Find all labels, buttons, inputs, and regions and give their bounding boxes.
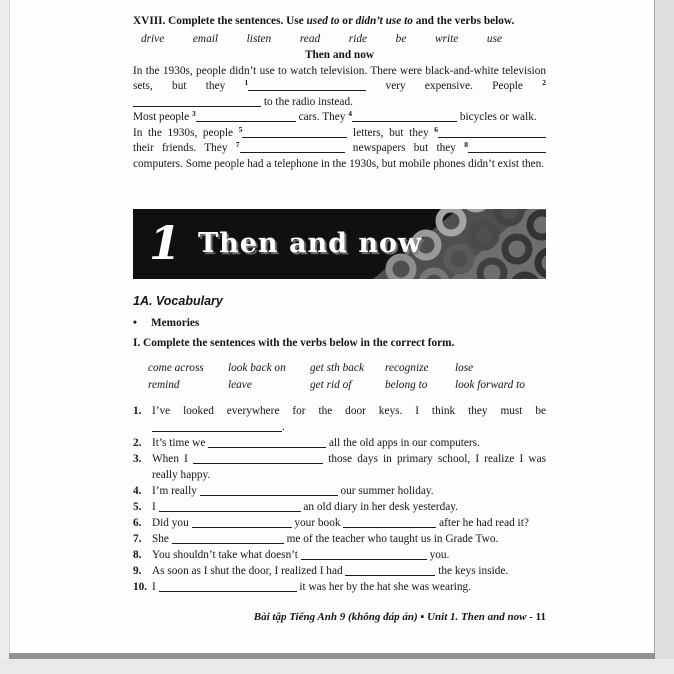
blank-line xyxy=(438,126,546,138)
page-left-edge xyxy=(0,0,10,674)
task-1-heading: I. Complete the sentences with the verbs below in the correct form. xyxy=(133,337,455,349)
verb-option: lose xyxy=(455,361,474,374)
unit-title: Then and now xyxy=(198,228,423,260)
blank-line xyxy=(159,580,297,592)
blank-line xyxy=(172,532,284,544)
blank-line xyxy=(352,110,457,122)
item-text: You shouldn’t take what doesn’t you. xyxy=(152,548,450,561)
task-1-verb-bank xyxy=(133,361,546,394)
blank-line xyxy=(196,110,296,122)
blank-line xyxy=(208,436,326,448)
list-item xyxy=(133,499,546,515)
item-number: 1. xyxy=(133,404,142,417)
verb-option: remind xyxy=(148,379,180,391)
verb-option: get sth back xyxy=(310,361,364,374)
item-number: 8. xyxy=(133,548,142,561)
exercise-18-heading: XVIII. Complete the sentences. Use used to or didn’t use to and the verbs below. xyxy=(133,15,515,27)
list-item xyxy=(133,435,546,451)
unit-number: 1 xyxy=(149,216,182,271)
blank-line xyxy=(343,516,436,528)
item-text: She me of the teacher who taught us in Grade Two. xyxy=(152,532,499,545)
item-number: 5. xyxy=(133,500,142,513)
list-item xyxy=(133,451,546,483)
item-number: 10. xyxy=(133,580,148,593)
item-text: As soon as I shut the door, I realized I had the keys inside. xyxy=(152,564,509,577)
item-text: I it was her by the hat she was wearing. xyxy=(152,580,472,593)
blank-line xyxy=(242,126,347,138)
verb-option: be xyxy=(395,32,407,45)
topic-heading xyxy=(133,316,546,332)
item-number: 3. xyxy=(133,452,142,465)
blank-line xyxy=(248,79,366,91)
exercise-18-paragraph-1: In the 1930s, people didn’t use to watch television. There were black-and-white television sets, but they $^1$ very expensive. People $^2$ to the radio instead. xyxy=(133,64,546,108)
exercise-18-subtitle: Then and now xyxy=(304,49,375,61)
blank-line xyxy=(345,564,435,576)
blank-line xyxy=(193,452,323,464)
verb-option: write xyxy=(435,32,459,45)
item-number: 4. xyxy=(133,484,142,497)
item-text: It’s time we all the old apps in our computers. xyxy=(152,436,480,449)
verb-option: read xyxy=(299,32,321,45)
item-text: When I those days in primary school, I realize I was really happy. xyxy=(152,452,547,481)
item-text: I an old diary in her desk yesterday. xyxy=(152,500,458,513)
item-text: I’ve looked everywhere for the door keys. I think they must be . xyxy=(152,404,546,433)
blank-line xyxy=(159,500,301,512)
list-item xyxy=(133,579,546,595)
list-item xyxy=(133,483,546,499)
page-content xyxy=(133,14,546,625)
item-text: I’m really our summer holiday. xyxy=(152,484,434,497)
verb-option: recognize xyxy=(385,361,429,374)
verb-option: drive xyxy=(141,32,165,45)
exercise-18-paragraph-3: In the 1930s, people $^5$ letters, but they $^6$ their friends. They $^7$ newspapers but they $^8$ computers. Some people had a telephone in the 1930s, but mobile phones didn’t exist then. xyxy=(133,124,545,170)
blank-line xyxy=(240,141,345,153)
list-item xyxy=(133,515,546,531)
bullet-icon: • xyxy=(133,316,137,329)
page-bottom-background xyxy=(0,659,674,674)
item-number: 9. xyxy=(133,564,142,577)
exercise-18-verb-bank xyxy=(133,32,546,48)
page-bottom-edge xyxy=(9,653,655,659)
blank-line xyxy=(468,141,546,153)
item-number: 2. xyxy=(133,436,142,449)
verb-option: email xyxy=(192,32,218,45)
exercise-item-list xyxy=(133,403,546,595)
blank-line xyxy=(301,548,427,560)
verb-option: use xyxy=(486,32,502,45)
verb-option: listen xyxy=(246,32,272,45)
item-text: Did you your book after he had read it? xyxy=(152,516,529,529)
verb-option: look back on xyxy=(228,361,286,374)
topic-label: Memories xyxy=(151,316,200,329)
blank-line xyxy=(192,516,292,528)
unit-banner xyxy=(133,209,546,279)
verb-option: come across xyxy=(148,361,204,374)
verb-option: belong to xyxy=(385,379,428,391)
list-item xyxy=(133,403,546,435)
blank-line xyxy=(152,420,282,432)
section-title: 1A. Vocabulary xyxy=(133,294,223,308)
verb-option: ride xyxy=(348,32,367,45)
item-number: 6. xyxy=(133,516,142,529)
blank-line xyxy=(200,484,338,496)
list-item xyxy=(133,563,546,579)
exercise-18-paragraph-2: Most people $^3$ cars. They $^4$ bicycles or walk. xyxy=(133,109,537,123)
list-item xyxy=(133,531,546,547)
item-number: 7. xyxy=(133,532,142,545)
verb-option: get rid of xyxy=(310,379,352,391)
page-right-edge xyxy=(654,0,674,674)
list-item xyxy=(133,547,546,563)
blank-line xyxy=(133,95,261,107)
verb-option: leave xyxy=(228,379,252,391)
verb-option: look forward to xyxy=(455,379,525,391)
page-footer: Bài tập Tiếng Anh 9 (không đáp án) ▪ Unit 1. Then and now - 11 xyxy=(253,610,546,623)
